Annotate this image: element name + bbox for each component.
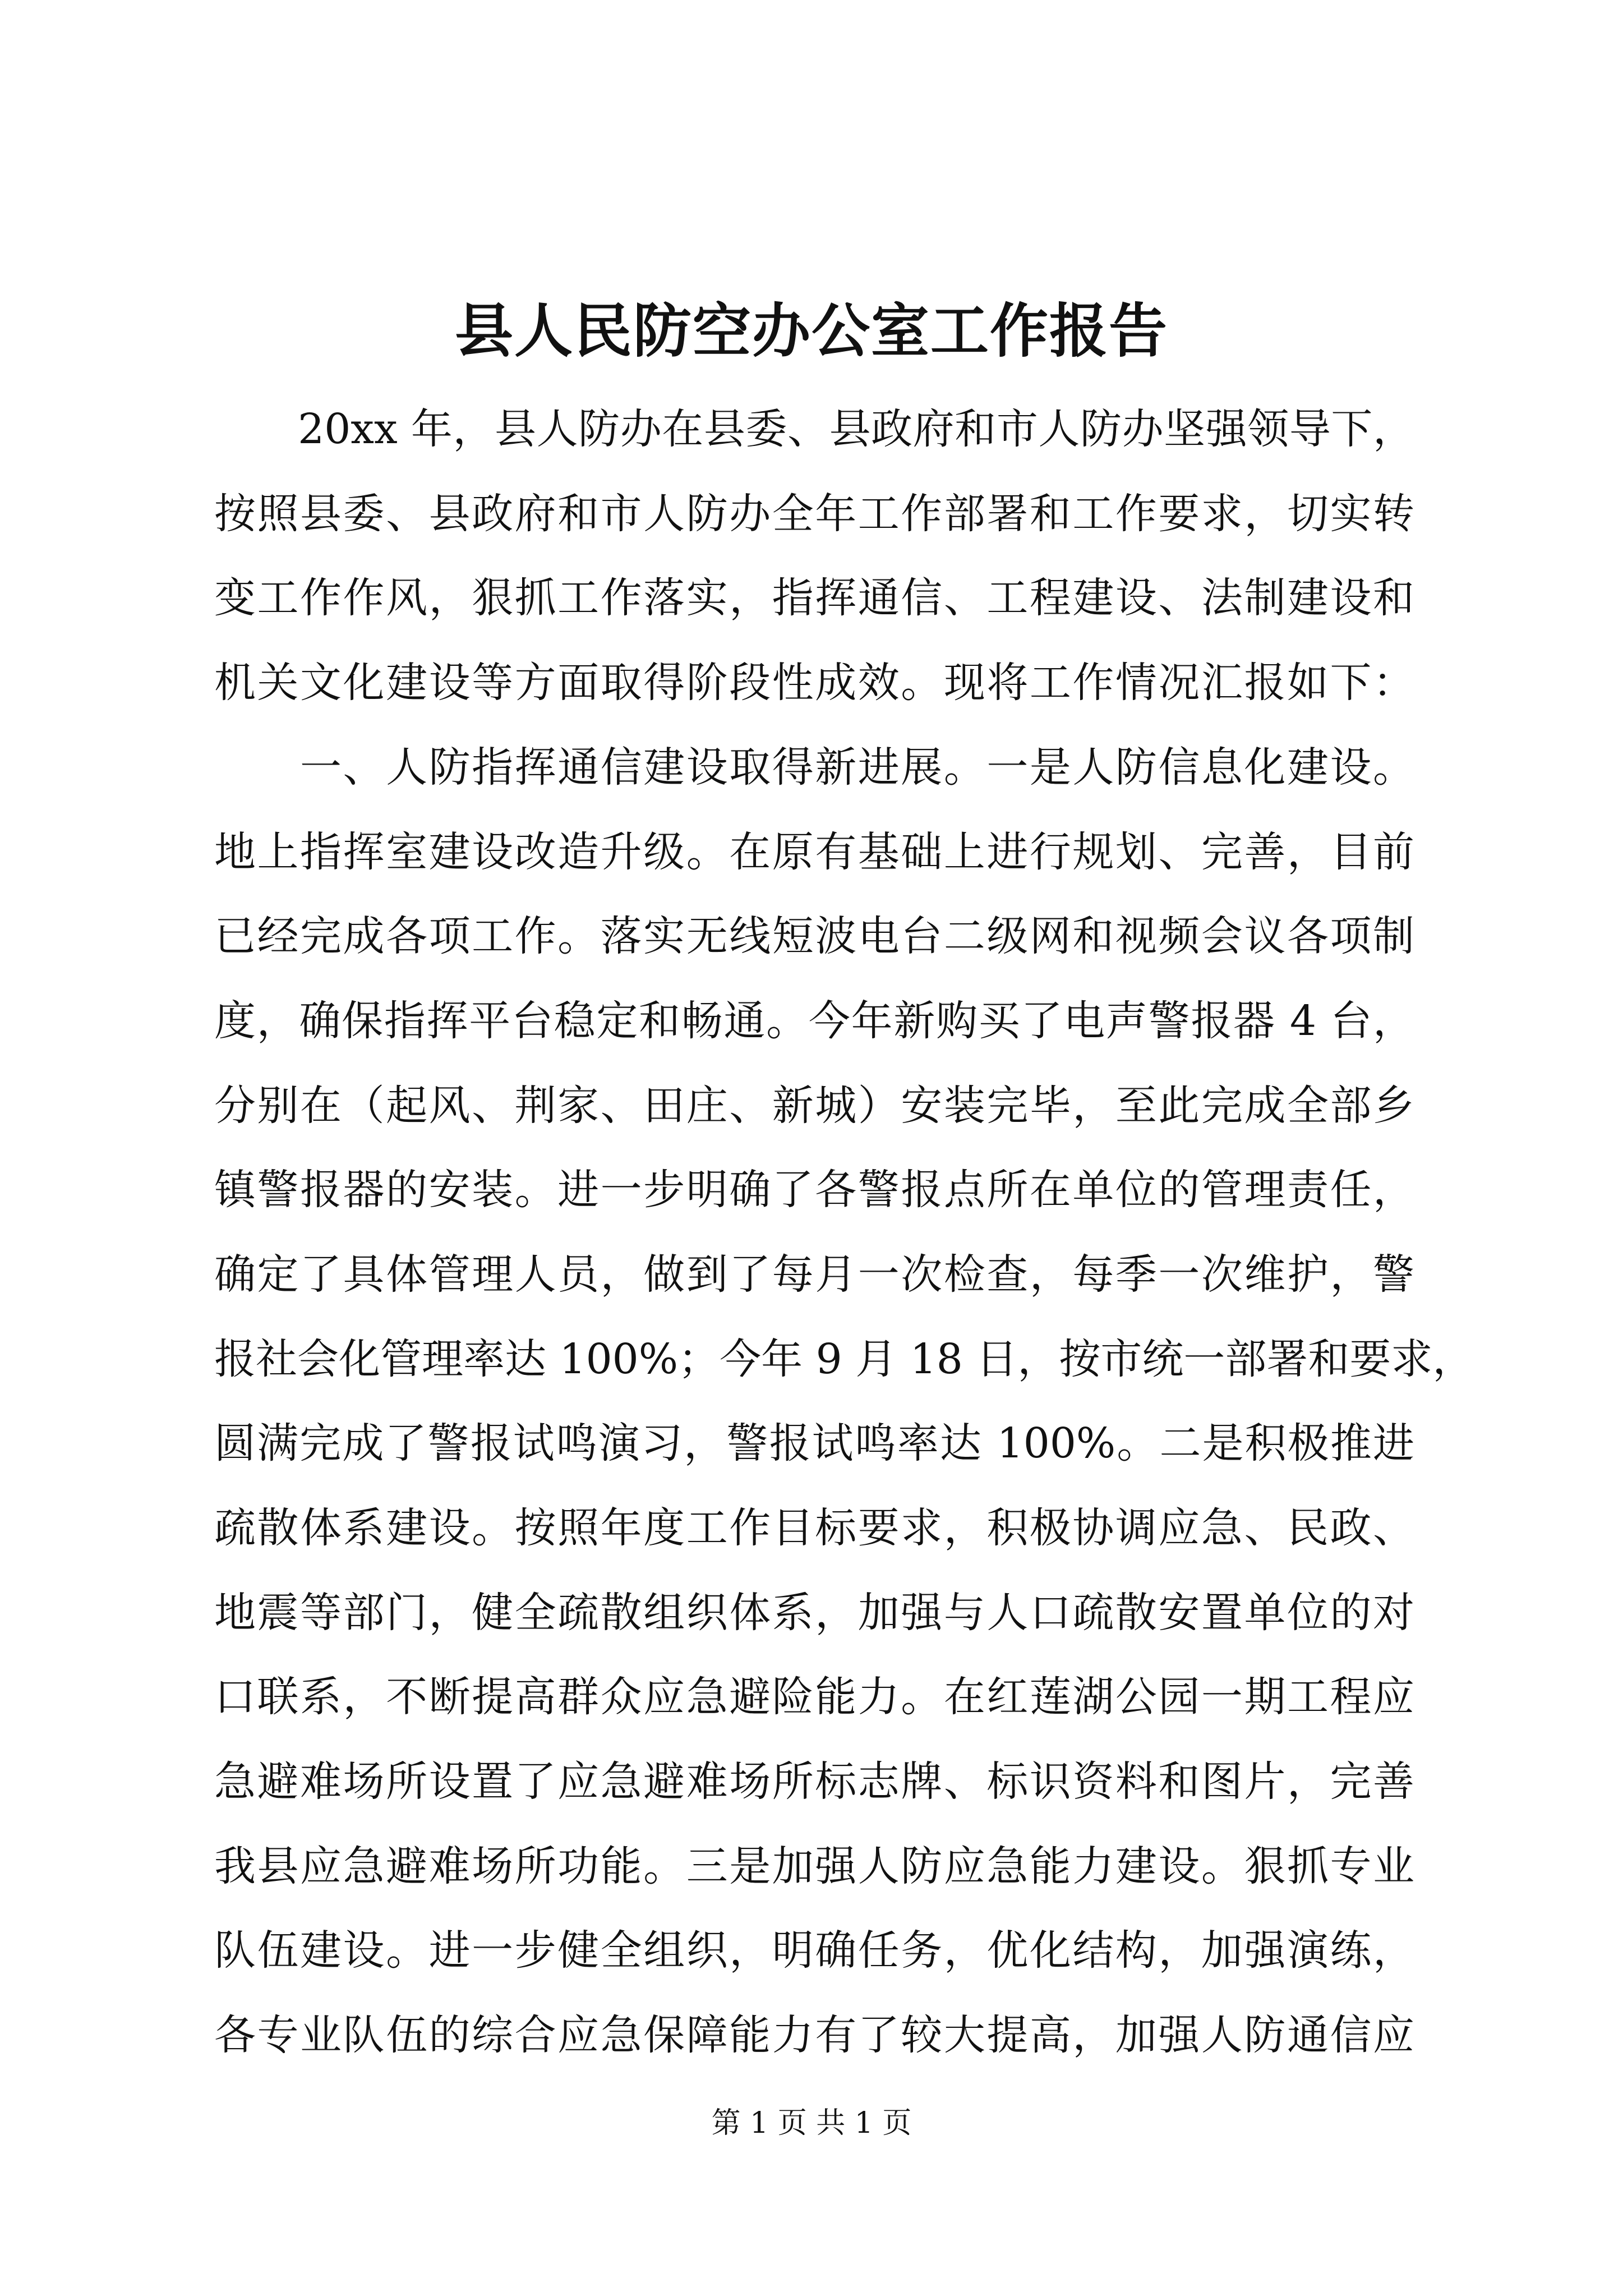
body-line-8: 度，确保指挥平台稳定和畅通。今年新购买了电声警报器 4 台，: [214, 997, 1414, 1045]
body-line-16: 口联系，不断提高群众应急避险能力。在红莲湖公园一期工程应: [214, 1673, 1414, 1721]
body-line-4: 机关文化建设等方面取得阶段性成效。现将工作情况汇报如下：: [214, 659, 1414, 707]
body-line-13: 圆满完成了警报试鸣演习，警报试鸣率达 100%。二是积极推进: [214, 1419, 1414, 1467]
body-line-3: 变工作作风，狠抓工作落实，指挥通信、工程建设、法制建设和: [214, 574, 1414, 622]
body-line-1: 20xx 年，县人防办在县委、县政府和市人防办坚强领导下，: [214, 405, 1414, 453]
body-line-12: 报社会化管理率达 100%；今年 9 月 18 日，按市统一部署和要求，: [214, 1335, 1474, 1383]
body-line-14: 疏散体系建设。按照年度工作目标要求，积极协调应急、民政、: [214, 1504, 1414, 1552]
body-line-19: 队伍建设。进一步健全组织，明确任务，优化结构，加强演练，: [214, 1926, 1414, 1975]
body-line-9: 分别在（起风、荆家、田庄、新城）安装完毕，至此完成全部乡: [214, 1082, 1414, 1130]
body-line-11: 确定了具体管理人员，做到了每月一次检查，每季一次维护，警: [214, 1250, 1414, 1299]
body-line-10: 镇警报器的安装。进一步明确了各警报点所在单位的管理责任，: [214, 1166, 1414, 1214]
body-line-17: 急避难场所设置了应急避难场所标志牌、标识资料和图片，完善: [214, 1757, 1414, 1806]
body-line-18: 我县应急避难场所功能。三是加强人防应急能力建设。狠抓专业: [214, 1842, 1414, 1890]
body-line-6: 地上指挥室建设改造升级。在原有基础上进行规划、完善，目前: [214, 828, 1414, 876]
body-line-20: 各专业队伍的综合应急保障能力有了较大提高，加强人防通信应: [214, 2011, 1414, 2059]
body-line-7: 已经完成各项工作。落实无线短波电台二级网和视频会议各项制: [214, 912, 1414, 960]
document-title: 县人民防空办公室工作报告: [454, 296, 1168, 365]
body-line-2: 按照县委、县政府和市人防办全年工作部署和工作要求，切实转: [214, 490, 1414, 538]
page-footer: 第 1 页 共 1 页: [711, 2106, 912, 2140]
body-line-15: 地震等部门，健全疏散组织体系，加强与人口疏散安置单位的对: [214, 1589, 1414, 1637]
body-line-5: 一、人防指挥通信建设取得新进展。一是人防信息化建设。: [214, 743, 1414, 792]
